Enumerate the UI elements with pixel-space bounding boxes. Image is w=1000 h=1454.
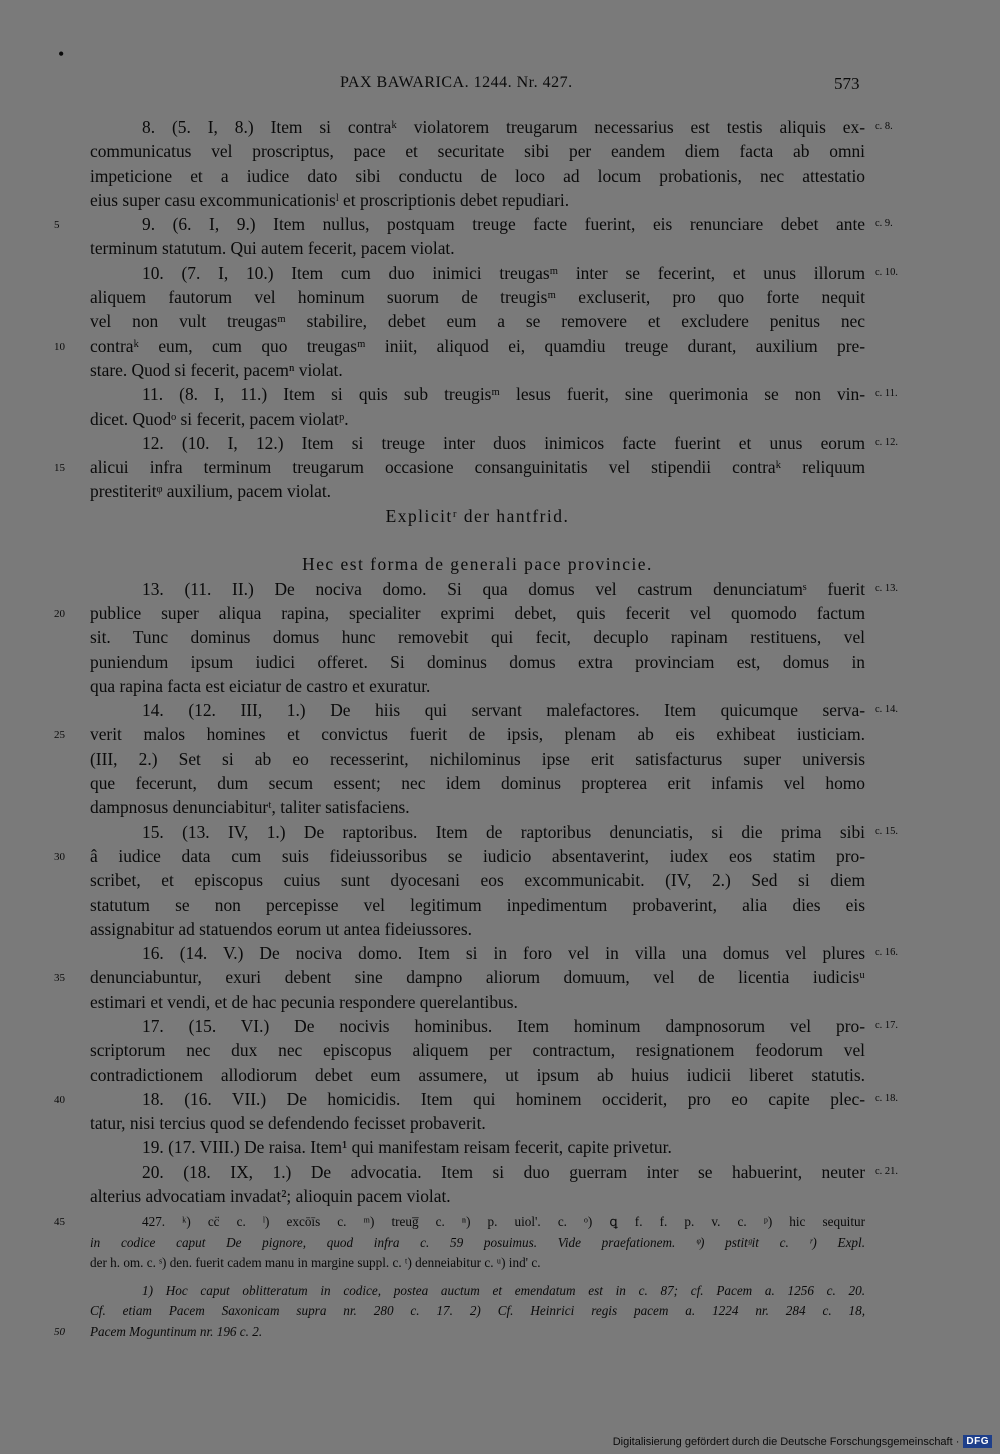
text-line (90, 431, 899, 455)
line-number: 15 (54, 462, 65, 475)
line-number: 40 (54, 1093, 65, 1106)
margin-reference: c. 13. (875, 582, 899, 594)
note-line (90, 1253, 865, 1274)
line-text: statutum se non percepisse vel legitimum inpedimentum probaverint, alia dies eis (90, 894, 865, 915)
line-text: dampnosus denunciabiturᵗ, taliter satisfaciens. (90, 797, 410, 818)
text-line (90, 261, 899, 285)
margin-reference: c. 11. (875, 388, 898, 400)
text-line (90, 1014, 899, 1038)
footnotes (54, 1212, 865, 1343)
dfg-logo: DFG (963, 1435, 992, 1448)
text-line (90, 528, 865, 552)
text-line (90, 236, 865, 260)
text-line (90, 1184, 865, 1208)
text-line (90, 358, 865, 382)
line-text: qua rapina facta est eiciatur de castro et exuratur. (90, 675, 431, 696)
line-text: prestiteritᵠ auxilium, pacem violat. (90, 481, 332, 502)
line-number: 5 (54, 219, 60, 232)
line-text: publice super aliqua rapina, specialiter exprimi debet, quis fecerit vel quomodo factum (90, 602, 865, 623)
line-number: 20 (54, 607, 65, 620)
note-text: der h. om. c. ˢ) den. fuerit cadem manu in margine suppl. c. ᵗ) denneiabitur c. ᵘ) ind' c. (90, 1255, 541, 1271)
line-text: 17. (15. VI.) De nocivis hominibus. Item hominum dampnosorum vel pro- (142, 1015, 865, 1036)
body-text (54, 115, 899, 1208)
text-line (90, 382, 898, 406)
text-line (54, 334, 865, 358)
line-text: verit malos homines et convictus fuerit de ipsis, plenam ab eis exhibeat iusticiam. (90, 724, 865, 745)
digitization-footer (613, 1435, 992, 1448)
note-line (90, 1281, 865, 1302)
line-text: assignabitur ad statuendos eorum ut antea fideiussores. (90, 918, 473, 939)
text-line (90, 188, 865, 212)
line-text: Explicitʳ der hantfrid. (385, 505, 570, 526)
line-text: alterius advocatiam invadat²; alioquin pacem violat. (90, 1186, 451, 1207)
margin-reference: c. 8. (875, 121, 893, 132)
line-text: sit. Tunc dominus domus hunc removebit qui fecit, decuplo rapinam restituens, vel (90, 627, 865, 648)
text-line (90, 285, 865, 309)
text-line (54, 965, 865, 989)
text-line (90, 1063, 865, 1087)
text-line (54, 455, 865, 479)
footer-text: Digitalisierung gefördert durch die Deutsche Forschungsgemeinschaft · (612, 1435, 960, 1448)
line-text: 9. (6. I, 9.) Item nullus, postquam treuge facte fuerint, eis renunciare debet ante (142, 214, 865, 235)
margin-reference: c. 10. (875, 266, 899, 278)
line-text: 14. (12. III, 1.) De hiis qui servant malefactores. Item quicumque serva- (142, 700, 865, 721)
line-text: vel non vult treugasᵐ stabilire, debet eum a se removere et excludere penitus nec (90, 311, 865, 332)
margin-mark: • (58, 44, 65, 64)
note-line (90, 1301, 865, 1322)
text-line (90, 747, 865, 771)
text-line (90, 941, 899, 965)
margin-reference: c. 18. (875, 1092, 899, 1104)
text-line (90, 674, 865, 698)
text-line (90, 771, 865, 795)
line-text: scribet, et episcopus cuius sunt dyocesani eos excommunicabit. (IV, 2.) Sed si diem (90, 870, 865, 891)
note-line (90, 1233, 865, 1254)
line-text: 11. (8. I, 11.) Item si quis sub treugisᵐ lesus fuerit, sine querimonia se non vin- (142, 384, 865, 405)
text-line (90, 868, 865, 892)
note-text: 427. ᵏ) cc̈ c. ˡ) excōīs c. ᵐ) treug̅ c. ⁿ) p. uiol'. c. ᵒ) ꝗ f. f. p. v. c. ᵖ) hic sequitur (142, 1214, 865, 1229)
line-number: 35 (54, 972, 65, 985)
line-text: 15. (13. IV, 1.) De raptoribus. Item de raptoribus denunciatis, si die prima sibi (142, 821, 865, 842)
line-text: terminum statutum. Qui autem fecerit, pacem violat. (90, 238, 455, 259)
note-line (54, 1322, 865, 1343)
text-line (90, 990, 865, 1014)
note-line (54, 1212, 865, 1233)
text-line (54, 601, 865, 625)
line-text: scriptorum nec dux nec episcopus aliquem per contractum, resignationem feodorum vel (90, 1040, 865, 1061)
text-line (90, 309, 865, 333)
line-text: communicatus vel proscriptus, pace et securitate sibi per eandem diem facta ab omni (90, 141, 865, 162)
page-number: 573 (834, 74, 860, 93)
margin-reference: c. 21. (875, 1165, 899, 1177)
line-text: 12. (10. I, 12.) Item si treuge inter duos inimicos facte fuerint et unus eorum (142, 432, 865, 453)
text-line (54, 212, 893, 236)
line-text: tatur, nisi tercius quod se defendendo fecisset probaverit. (90, 1113, 486, 1134)
line-text: contraᵏ eum, cum quo treugasᵐ iniit, aliquod ei, quamdiu treuge durant, auxilium pre- (90, 335, 865, 356)
line-text: 16. (14. V.) De nociva domo. Item si in foro vel in villa una domus vel plures (142, 943, 865, 964)
text-line (90, 577, 899, 601)
line-number: 25 (54, 729, 65, 742)
line-text: 19. (17. VIII.) De raisa. Item¹ qui manifestam reisam fecerit, capite privetur. (142, 1137, 672, 1158)
line-number: 30 (54, 850, 65, 863)
text-line (90, 625, 865, 649)
text-line (90, 1111, 865, 1135)
margin-reference: c. 17. (875, 1019, 899, 1031)
running-head: PAX BAWARICA. 1244. Nr. 427. (340, 74, 573, 91)
margin-reference: c. 12. (875, 436, 899, 448)
text-line (90, 552, 865, 576)
line-number: 10 (54, 340, 65, 353)
text-line (90, 504, 865, 528)
line-text: aliquem fautorum vel hominum suorum de treugisᵐ excluserit, pro quo forte nequit (90, 287, 865, 308)
line-text: 8. (5. I, 8.) Item si contraᵏ violatorem treugarum necessarius est testis aliquis ex- (142, 117, 865, 137)
line-text: impeticione et a iudice dato sibi conductu de loco ad locum probationis, nec attestatio (90, 165, 865, 186)
margin-reference: c. 15. (875, 825, 899, 837)
line-text: que fecerunt, dum secum essent; nec idem dominus propterea erit infamis vel homo (90, 773, 865, 794)
text-line (90, 139, 865, 163)
line-text: â iudice data cum suis fideiussoribus se iudicio absentaverint, iudex eos statim pro- (90, 845, 865, 866)
line-text: 20. (18. IX, 1.) De advocatia. Item si duo guerram inter se habuerint, neuter (142, 1161, 865, 1182)
note-gap (90, 1274, 865, 1281)
text-line (90, 407, 865, 431)
note-text: Cf. etiam Pacem Saxonicam supra nr. 280 c. 17. 2) Cf. Heinrici regis pacem a. 1224 nr. 284 c. 18, (90, 1303, 865, 1319)
text-line (90, 164, 865, 188)
text-line (90, 795, 865, 819)
text-line (54, 722, 865, 746)
margin-reference: c. 9. (875, 218, 893, 230)
line-text: (III, 2.) Set si ab eo recesserint, nichilominus ipse erit satisfacturus super universis (90, 748, 865, 769)
text-line (90, 917, 865, 941)
text-line (54, 844, 865, 868)
text-line (90, 650, 865, 674)
line-text: 10. (7. I, 10.) Item cum duo inimici treugasᵐ inter se fecerint, et unus illorum (142, 262, 865, 283)
text-line (90, 698, 899, 722)
line-text: stare. Quod si fecerit, pacemⁿ violat. (90, 359, 343, 380)
note-text: 1) Hoc caput oblitteratum in codice, postea auctum et emendatum est in c. 87; cf. Pacem a. 1256 c. 20. (142, 1282, 865, 1298)
text-line (90, 893, 865, 917)
text-line (54, 1087, 899, 1111)
note-text: in codice caput De pignore, quod infra c. 59 posuimus. Vide praefationem. ᵠ) pstitᵍit c. ʳ) Expl. (90, 1234, 865, 1250)
text-line (90, 479, 865, 503)
line-number: 50 (54, 1325, 65, 1338)
line-text: puniendum ipsum iudici offeret. Si dominus domus extra provinciam est, domus in (90, 651, 865, 672)
text-line (90, 820, 899, 844)
line-text: 13. (11. II.) De nociva domo. Si qua domus vel castrum denunciatumˢ fuerit (142, 578, 865, 599)
margin-reference: c. 14. (875, 704, 899, 716)
line-text: contradictionem allodiorum debet eum assumere, ut ipsum ab huius iudicii liberet statutis. (90, 1064, 865, 1085)
line-text: Hec est forma de generali pace provincie. (302, 554, 653, 575)
note-text: Pacem Moguntinum nr. 196 c. 2. (90, 1323, 263, 1339)
text-line (90, 115, 893, 139)
line-text: 18. (16. VII.) De homicidis. Item qui hominem occiderit, pro eo capite plec- (142, 1088, 865, 1109)
margin-reference: c. 16. (875, 947, 899, 959)
text-line (90, 1160, 899, 1184)
line-text: estimari et vendi, et de hac pecunia respondere querelantibus. (90, 991, 518, 1012)
text-line (90, 1038, 865, 1062)
line-text: alicui infra terminum treugarum occasione consanguinitatis vel stipendii contraᵏ reliquum (90, 457, 865, 478)
line-text: denunciabuntur, exuri debent sine dampno aliorum domuum, vel de licentia iudicisᵘ (90, 967, 865, 988)
line-text: eius super casu excommunicationisˡ et proscriptionis debet repudiari. (90, 189, 570, 210)
text-line (90, 1135, 865, 1159)
line-number: 45 (54, 1216, 65, 1228)
line-text: dicet. Quodᵒ si fecerit, pacem violatᵖ. (90, 408, 349, 429)
